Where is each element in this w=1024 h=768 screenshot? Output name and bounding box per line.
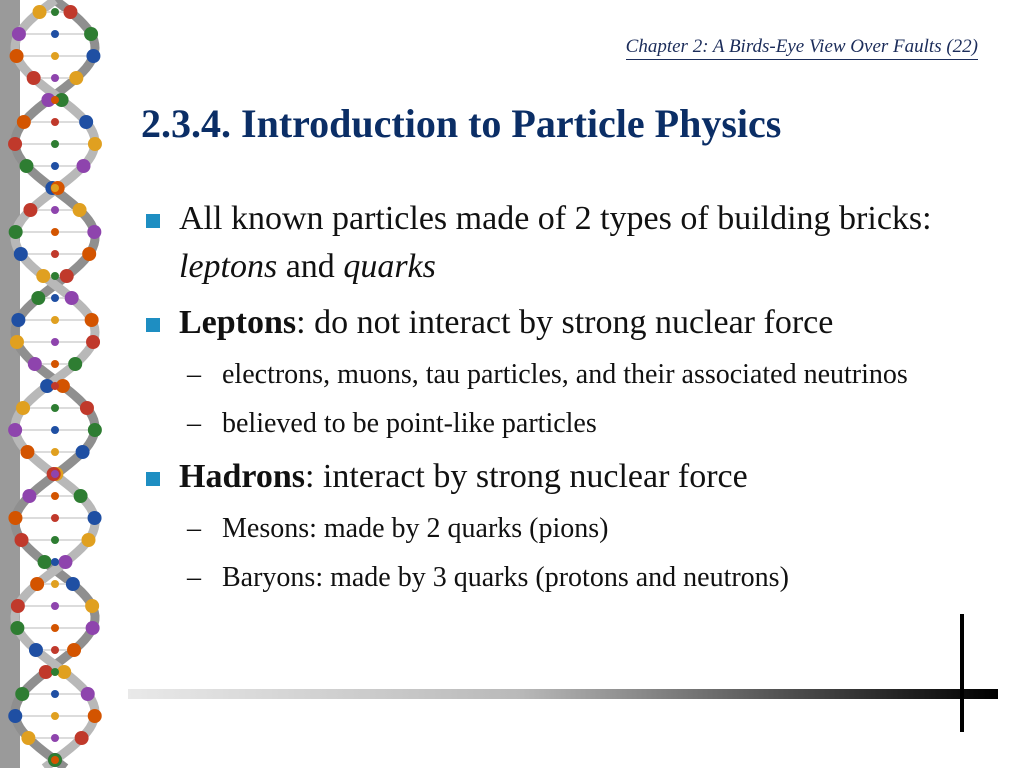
helix-bead <box>51 52 59 60</box>
slide-title: 2.3.4. Introduction to Particle Physics <box>141 101 782 146</box>
bullet-text: : interact by strong nuclear force <box>304 458 748 495</box>
helix-bead <box>81 533 95 547</box>
helix-bead <box>27 71 41 85</box>
helix-bead <box>8 511 22 525</box>
helix-bead <box>82 247 96 261</box>
footer-gradient-bar <box>128 689 998 699</box>
helix-bead <box>28 357 42 371</box>
sub-bullet-mesons <box>141 509 971 549</box>
helix-bead <box>77 159 91 173</box>
helix-bead <box>84 27 98 41</box>
helix-bead <box>51 206 59 214</box>
helix-bead <box>80 401 94 415</box>
helix-bead <box>51 690 59 698</box>
helix-bead <box>38 555 52 569</box>
helix-bead <box>30 577 44 591</box>
helix-bead <box>31 291 45 305</box>
chapter-header: Chapter 2: A Birds-Eye View Over Faults (22) <box>626 36 978 60</box>
helix-bead <box>29 643 43 657</box>
helix-bead <box>51 426 59 434</box>
helix-bead <box>51 162 59 170</box>
helix-bead <box>51 272 59 280</box>
helix-bead <box>51 448 59 456</box>
helix-bead <box>12 27 26 41</box>
helix-bead <box>51 338 59 346</box>
helix-bead <box>15 533 29 547</box>
helix-bead <box>39 665 53 679</box>
helix-bead <box>51 580 59 588</box>
helix-bead <box>60 269 74 283</box>
dash-marker: – <box>187 408 201 439</box>
helix-bead <box>8 137 22 151</box>
bullet-square-icon <box>146 214 160 228</box>
helix-bead <box>15 687 29 701</box>
sub-bullet-text: believed to be point-like particles <box>222 408 597 439</box>
helix-bead <box>51 646 59 654</box>
helix-bead <box>51 382 59 390</box>
dash-marker: – <box>187 562 201 593</box>
helix-bead <box>51 404 59 412</box>
helix-bead <box>86 621 100 635</box>
helix-bead <box>9 225 23 239</box>
helix-bead <box>14 247 28 261</box>
helix-bead <box>74 489 88 503</box>
bullet-building-bricks <box>141 195 971 291</box>
helix-shadow <box>0 0 20 768</box>
helix-bead <box>58 555 72 569</box>
sub-bullet-lepton-types <box>141 355 971 395</box>
helix-bead <box>10 49 24 63</box>
helix-bead <box>86 335 100 349</box>
helix-bead <box>65 291 79 305</box>
sub-bullet-text: electrons, muons, tau particles, and their associated neutrinos <box>222 359 908 390</box>
helix-bead <box>51 712 59 720</box>
helix-bead <box>51 74 59 82</box>
sub-bullet-text: Baryons: made by 3 quarks (protons and neutrons) <box>222 562 789 593</box>
helix-bead <box>21 731 35 745</box>
bullet-square-icon <box>146 472 160 486</box>
helix-bead <box>85 599 99 613</box>
helix-bead <box>51 228 59 236</box>
helix-bead <box>76 445 90 459</box>
helix-bead <box>51 602 59 610</box>
bullet-list <box>141 195 971 598</box>
helix-bead <box>67 643 81 657</box>
helix-bead <box>63 5 77 19</box>
helix-bead <box>51 8 59 16</box>
helix-bead <box>73 203 87 217</box>
helix-bead <box>66 577 80 591</box>
helix-bead <box>51 734 59 742</box>
bullet-text: : do not interact by strong nuclear force <box>296 304 834 341</box>
helix-bead <box>19 159 33 173</box>
helix-bead <box>57 665 71 679</box>
helix-bead <box>17 115 31 129</box>
sub-bullet-text: Mesons: made by 2 quarks (pions) <box>222 513 609 544</box>
helix-bead <box>75 731 89 745</box>
bullet-text: and <box>277 248 344 285</box>
helix-bead <box>51 558 59 566</box>
helix-bead <box>8 423 22 437</box>
bullet-square-icon <box>146 318 160 332</box>
helix-bead <box>10 621 24 635</box>
term-hadrons-heading: Hadrons <box>179 458 305 495</box>
helix-bead <box>8 709 22 723</box>
term-quarks: quarks <box>343 248 436 285</box>
sub-bullet-point-like <box>141 404 971 444</box>
sub-bullet-baryons <box>141 558 971 598</box>
helix-bead <box>51 140 59 148</box>
dash-marker: – <box>187 513 201 544</box>
helix-bead <box>11 599 25 613</box>
helix-bead <box>51 536 59 544</box>
helix-bead <box>36 269 50 283</box>
helix-bead <box>68 357 82 371</box>
bullet-text: All known particles made of 2 types of building bricks: <box>179 200 932 237</box>
dna-helix-graphic <box>0 0 110 768</box>
helix-bead <box>51 294 59 302</box>
footer-vertical-line <box>960 614 964 732</box>
helix-bead <box>79 115 93 129</box>
helix-bead <box>69 71 83 85</box>
dash-marker: – <box>187 359 201 390</box>
helix-bead <box>51 118 59 126</box>
helix-bead <box>23 203 37 217</box>
helix-bead <box>51 360 59 368</box>
helix-bead <box>51 756 59 764</box>
helix-bead <box>87 225 101 239</box>
helix-bead <box>51 96 59 104</box>
helix-bead <box>51 184 59 192</box>
helix-bead <box>51 250 59 258</box>
helix-bead <box>16 401 30 415</box>
helix-bead <box>88 137 102 151</box>
helix-bead <box>51 316 59 324</box>
helix-bead <box>51 624 59 632</box>
helix-bead <box>81 687 95 701</box>
helix-bead <box>88 511 102 525</box>
helix-bead <box>85 313 99 327</box>
helix-bead <box>51 492 59 500</box>
helix-bead <box>51 514 59 522</box>
helix-bead <box>22 489 36 503</box>
bullet-leptons <box>141 299 971 347</box>
helix-bead <box>20 445 34 459</box>
bullet-hadrons <box>141 453 971 501</box>
helix-bead <box>51 470 59 478</box>
helix-bead <box>11 313 25 327</box>
helix-bead <box>51 668 59 676</box>
helix-bead <box>51 30 59 38</box>
helix-bead <box>33 5 47 19</box>
helix-bead <box>88 709 102 723</box>
term-leptons: leptons <box>179 248 278 285</box>
helix-bead <box>86 49 100 63</box>
helix-bead <box>88 423 102 437</box>
helix-bead <box>10 335 24 349</box>
term-leptons-heading: Leptons <box>179 304 297 341</box>
